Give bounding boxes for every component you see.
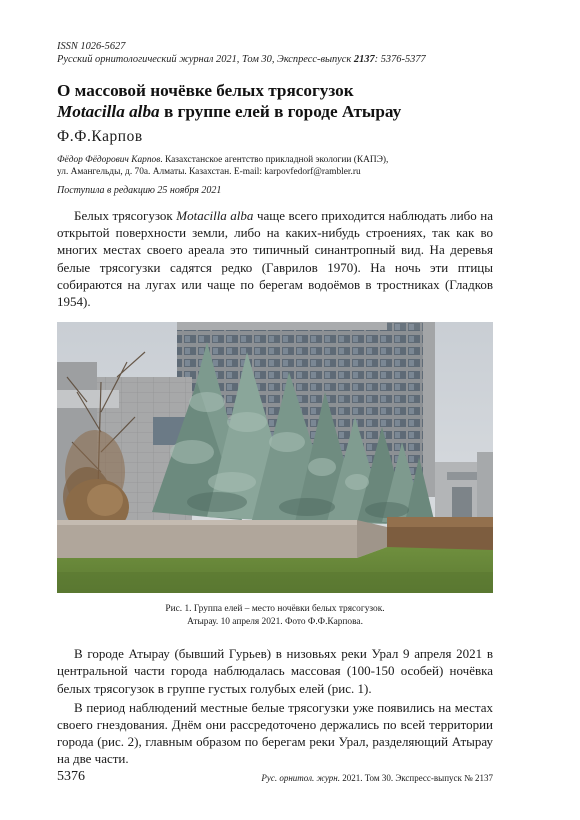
running-head: Рус. орнитол. журн. 2021. Том 30. Экспресс-выпуск № 2137 [261,773,493,783]
journal-header [57,40,493,66]
issn: ISSN 1026-5627 [57,41,126,52]
affiliation-address: ул. Амангельды, д. 70а. Алматы. Казахстан. E-mail: karpovfedorf@rambler.ru [57,167,361,177]
issue-number: 2137 [353,54,375,65]
spruce-group-photo [57,322,493,593]
affiliation-name: Фёдор Фёдорович Карпов [57,155,161,165]
figure-1-caption: Рис. 1. Группа елей – место ночёвки белых трясогузок. Атырау. 10 апреля 2021. Фото Ф.Ф.Карпова. [165,604,385,627]
paragraph-3: В период наблюдений местные белые трясогузки уже появились на местах своего гнездования. Днём они рассредоточено держались по всей территории города (рис. 2), главным образом по берегам реки Урал, разделяющий Атырау на две части. [57,699,493,767]
title-line-1: О массовой ночёвке белых трясогузок [57,81,354,100]
author-name: Ф.Ф.Карпов [57,128,143,145]
title-latin-name: Motacilla alba [57,102,160,121]
journal-citation: Русский орнитологический журнал 2021, Том 30, Экспресс-выпуск 2137: 5376-5377 [57,54,426,65]
article-page [57,40,493,768]
figure-1-photo [57,322,493,593]
article-title [57,80,493,122]
page-footer [57,768,493,786]
received-date: Поступила в редакцию 25 ноября 2021 [57,185,222,196]
paragraph-1: Белых трясогузок Motacilla alba чаще всего приходится наблюдать либо на открытой поверхности земли, либо на каких-нибудь строениях, так как во многих местах своего ареала это типичный синантропный вид. На деревья белые трясогузки садятся редко (Гаврилов 1970). На ночь эти птицы собираются на лугах или чаще по берегам водоёмов в тростниках (Гладков 1954). [57,208,493,310]
title-line-2: Motacilla alba в группе елей в городе Атырау [57,102,402,121]
author-affiliation: Фёдор Фёдорович Карпов. Казахстанское агентство прикладной экологии (КАПЭ), ул. Амангельды, д. 70а. Алматы. Казахстан. E-mail: karpovfedorf@rambler.ru [57,154,493,178]
paragraph-2: В городе Атырау (бывший Гурьев) в низовьях реки Урал 9 апреля 2021 в центральной части города наблюдалась массовая (100-150 особей) ночёвка белых трясогузок в группе густых голубых елей (рис. 1). [57,646,493,696]
page-number: 5376 [57,769,85,784]
latin-name: Motacilla alba [176,208,254,223]
